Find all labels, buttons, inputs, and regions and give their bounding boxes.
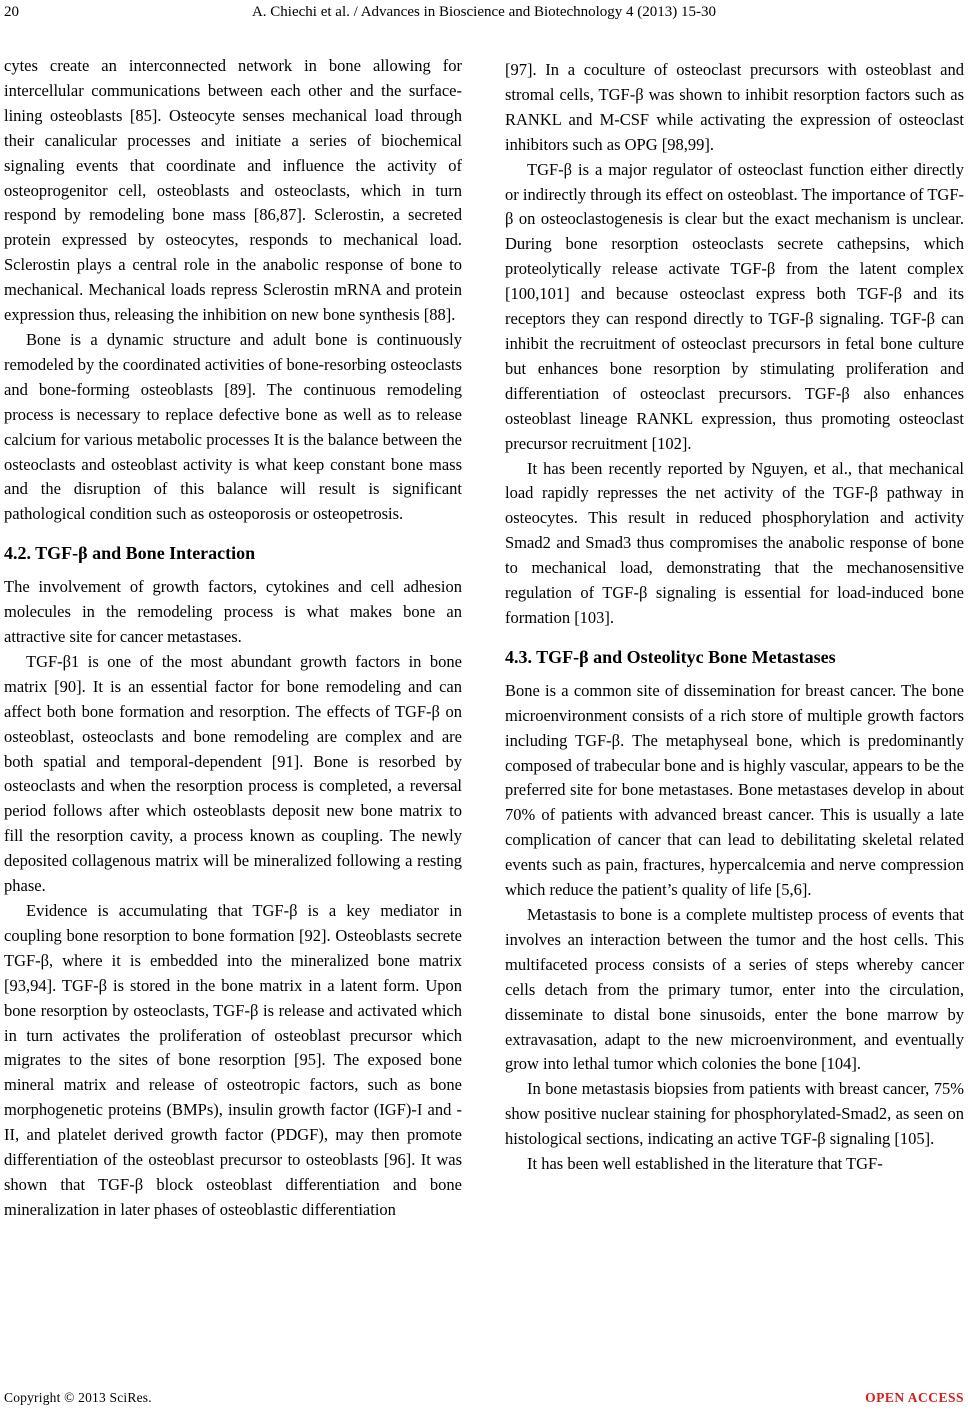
paragraph: It has been recently reported by Nguyen, et al., that mechanical load rapidly represses the net activity of the TGF-β pathway in osteocytes. This result in reduced phosphorylation and activity Smad2 and Smad3 thus compromises the anabolic response of bone to mechanical load, demonstrating that the mechanosensitive regulation of TGF-β signaling is essential for load-induced bone formation [103]. [505,458,964,627]
paragraph: Metastasis to bone is a complete multistep process of events that involves an interaction between the tumor and the host cells. This multifaceted process consists of a series of steps whereby cancer cells detach from the primary tumor, enter into the circulation, disseminate to distal bone sinusoids, enter the bone marrow by extravasation, adapt to the new microenvironment, and eventually grow into lethal tumor which colonies the bone [104]. [505,905,964,1074]
paragraph: It has been well established in the literature that TGF- [527,1154,883,1174]
copyright-notice: Copyright © 2013 SciRes. [4,1390,152,1405]
paragraph: Bone is a dynamic structure and adult bone is continuously remodeled by the coordinated activities of bone-resorbing osteoclasts and bone-forming osteoblasts [89]. The continuous remodeling process is necessary to replace defective bone as well as to release calcium for various metabolic processes It is the balance between the osteoclasts and osteoblast activity is what keep constant bone mass and the disruption of this balance will result is significant pathological condition such as osteoporosis or osteopetrosis. [4,329,462,524]
section-heading: 4.2. TGF-β and Bone Interaction [4,543,256,564]
paragraph: Bone is a common site of dissemination for breast cancer. The bone microenvironment consists of a rich store of multiple growth factors including TGF-β. The metaphyseal bone, which is predominantly composed of trabecular bone and is highly vascular, appears to be the preferred site for bone metastases. Bone metastases develop in about 70% of patients with advanced breast cancer. This is usually a late complication of cancer that can lead to debilitating skeletal related events such as pain, fractures, hypercalcemia and nerve compression which reduce the patient’s quality of life [5,6]. [505,680,964,900]
paragraph: TGF-β is a major regulator of osteoclast function either directly or indirectly through its effect on osteoblast. The importance of TGF-β on osteoclastogenesis is clear but the exact mechanism is unclear. During bone resorption osteoclasts secrete cathepsins, which proteolytically release activate TGF-β from the latent complex [100,101] and because osteoclast express both TGF-β and its receptors they can respond directly to TGF-β signaling. TGF-β can inhibit the recruitment of osteoclast precursors in fetal bone culture but enhances bone resorption by stimulating proliferation and differentiation of osteoclast precursors. TGF-β also enhances osteoblast lineage RANKL expression, thus promoting osteoclast precursor recruitment [102]. [505,159,964,453]
right-column [505,58,964,1177]
paragraph: TGF-β1 is one of the most abundant growth factors in bone matrix [90]. It is an essential factor for bone remodeling and can affect both bone formation and resorption. The effects of TGF-β on osteoblast, osteoclasts and bone remodeling are complex and are both spatial and temporal-dependent [91]. Bone is resorbed by osteoclasts and when the resorption process is completed, a reversal period follows after which osteoblasts deposit new bone matrix to fill the resorption cavity, a process known as coupling. The newly deposited collagenous matrix will be mineralized following a resting phase. [4,651,462,896]
paragraph: The involvement of growth factors, cytokines and cell adhesion molecules in the remodeling process is what makes bone an attractive site for cancer metastases. [4,577,462,647]
page-header [0,0,968,28]
page-number: 20 [4,4,19,20]
left-column [4,54,462,1223]
paragraph: In bone metastasis biopsies from patients with breast cancer, 75% show positive nuclear staining for phosphorylated-Smad2, as seen on histological sections, indicating an active TGF-β signaling [105]. [505,1079,964,1149]
page-footer [0,1384,968,1414]
running-title: A. Chiechi et al. / Advances in Bioscience and Biotechnology 4 (2013) 15-30 [251,4,717,20]
paragraph: cytes create an interconnected network in bone allowing for intercellular communications between each other and the surface-lining osteoblasts [85]. Osteocyte senses mechanical load through their canalicular processes and initiate a series of biochemical signaling events that coordinate and influence the activity of osteoprogenitor cell, osteoblasts and osteoclasts, which in turn respond by remodeling bone mass [86,87]. Sclerostin, a secreted protein expressed by osteocytes, responds to mechanical load. Sclerostin plays a central role in the anabolic response of bone to mechanical. Mechanical loads repress Sclerostin mRNA and protein expression thus, releasing the inhibition on new bone synthesis [88]. [4,56,462,325]
paragraph: Evidence is accumulating that TGF-β is a key mediator in coupling bone resorption to bone formation [92]. Osteoblasts secrete TGF-β, where it is embedded into the mineralized bone matrix [93,94]. TGF-β is stored in the bone matrix in a latent form. Upon bone resorption by osteoclasts, TGF-β is release and activated which in turn activates the proliferation of osteoblast precursor which migrates to the sites of bone resorption [95]. The exposed bone mineral matrix and release of osteotropic factors, such as bone morphogenetic proteins (BMPs), insulin growth factor (IGF)-I and -II, and platelet derived growth factor (PDGF), may then promote differentiation of the osteoblast precursor to osteoblasts [96]. It was shown that TGF-β block osteoblast differentiation and bone mineralization in later phases of osteoblastic differentiation [4,901,462,1219]
open-access-label: OPEN ACCESS [865,1390,964,1405]
paragraph: [97]. In a coculture of osteoclast precursors with osteoblast and stromal cells, TGF-β was shown to inhibit resorption factors such as RANKL and M-CSF while activating the expression of osteoclast inhibitors such as OPG [98,99]. [505,60,964,154]
section-heading: 4.3. TGF-β and Osteolityc Bone Metastases [505,646,836,667]
